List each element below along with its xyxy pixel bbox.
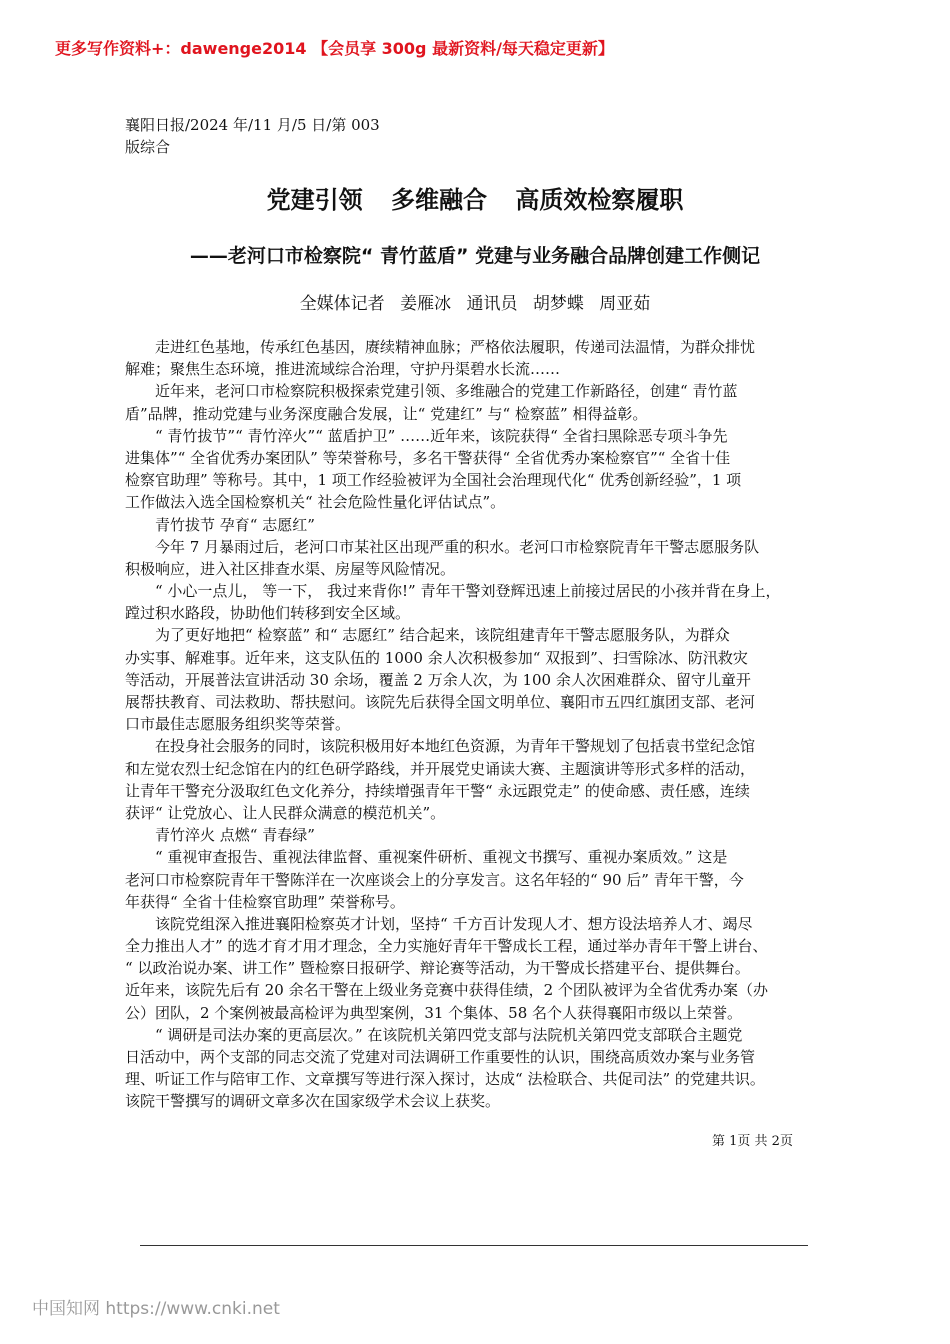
- text-line: 近年来，老河口市检察院积极探索党建引领、多维融合的党建工作新路径，创建“ 青竹蓝: [125, 382, 738, 401]
- text-line: 进集体”“ 全省优秀办案团队” 等荣誉称号，多名干警获得“ 全省优秀办案检察官”“ 全省十佳: [125, 448, 731, 467]
- cnki-watermark: 中国知网 https://www.cnki.net: [32, 1299, 280, 1319]
- text-line: 公）团队，2 个案例被最高检评为典型案例，31 个集体、58 名个人获得襄阳市级以上荣誉。: [125, 1003, 743, 1022]
- text-line: 青竹淬火 点燃“ 青春绿”: [125, 826, 315, 845]
- text-line: 工作做法入选全国检察机关“ 社会危险性量化评估试点”。: [125, 493, 506, 512]
- text-line: 今年 7 月暴雨过后，老河口市某社区出现严重的积水。老河口市检察院青年干警志愿服务队: [125, 537, 760, 556]
- text-line: 获评“ 让党放心、让人民群众满意的模范机关”。: [125, 803, 446, 822]
- text-line: 积极响应，进入社区排查水渠、房屋等风险情况。: [125, 559, 456, 578]
- article-subtitle: ——老河口市检察院“ 青竹蓝盾” 党建与业务融合品牌创建工作侧记: [189, 245, 761, 267]
- text-line: “ 以政治说办案、讲工作” 暨检察日报研学、辩论赛等活动，为干警成长搭建平台、提供舞台。: [125, 959, 750, 978]
- text-line: 检察官助理” 等称号。其中，1 项工作经验被评为全国社会治理现代化“ 优秀创新经验”，1 项: [125, 471, 742, 490]
- text-line: “ 重视审查报告、重视法律监督、重视案件研析、重视文书撰写、重视办案质效。” 这是: [125, 848, 728, 867]
- text-line: “ 青竹拔节”“ 青竹淬火”“ 蓝盾护卫” ……近年来，该院获得“ 全省扫黑除恶专项斗争先: [125, 426, 728, 445]
- text-line: 蹚过积水路段，协助他们转移到安全区域。: [125, 604, 411, 623]
- text-line: 走进红色基地，传承红色基因，赓续精神血脉；严格依法履职，传递司法温情，为群众排忧: [125, 338, 756, 356]
- text-line: 展帮扶教育、司法救助、帮扶慰问。该院先后获得全国文明单位、襄阳市五四红旗团支部、老河: [125, 693, 756, 711]
- text-line: 全力推出人才” 的选才育才用才理念，全力实施好青年干警成长工程，通过举办青年干警上讲台、: [125, 937, 768, 956]
- text-line: 和左觉农烈士纪念馆在内的红色研学路线，并开展党史诵读大赛、主题演讲等形式多样的活动，: [125, 759, 756, 778]
- text-line: 口市最佳志愿服务组织奖等荣誉。: [125, 715, 351, 734]
- text-line: 让青年干警充分汲取红色文化养分，持续增强青年干警“ 永远跟党走” 的使命感、责任感，连续: [125, 781, 750, 800]
- text-line: 理、听证工作与陪审工作、文章撰写等进行深入探讨，达成“ 法检联合、共促司法” 的党建共识。: [125, 1070, 765, 1089]
- text-line: 该院党组深入推进襄阳检察英才计划，坚持“ 千方百计发现人才、想方设法培养人才、竭尽: [125, 914, 753, 933]
- text-line: “ 小心一点儿， 等一下， 我过来背你!” 青年干警刘登辉迅速上前接过居民的小孩并背在身上，: [125, 582, 781, 601]
- text-line: 等活动，开展普法宣讲活动 30 余场，覆盖 2 万余人次，为 100 余人次困难群众、留守儿童开: [125, 670, 751, 689]
- article-byline: 全媒体记者 姜雁冰 通讯员 胡梦蝶 周亚茹: [299, 294, 651, 314]
- text-line: 在投身社会服务的同时，该院积极用好本地红色资源，为青年干警规划了包括袁书堂纪念馆: [125, 737, 756, 756]
- text-line: 老河口市检察院青年干警陈洋在一次座谈会上的分享发言。这名年轻的“ 90 后” 青年干警，今: [125, 870, 744, 889]
- page-number: 第 1页 共 2页: [712, 1134, 793, 1149]
- text-line: 年获得“ 全省十佳检察官助理” 荣誉称号。: [125, 892, 405, 911]
- article-body: [125, 336, 837, 1113]
- text-line: 近年来，该院先后有 20 余名干警在上级业务竞赛中获得佳绩，2 个团队被评为全省优秀办案（办: [125, 981, 768, 1000]
- text-line: 日活动中，两个支部的同志交流了党建对司法调研工作重要性的认识，围绕高质效办案与业务管: [125, 1048, 756, 1066]
- text-line: 解难；聚焦生态环境，推进流域综合治理，守护丹渠碧水长流……: [125, 360, 561, 379]
- text-line: 为了更好地把“ 检察蓝” 和“ 志愿红” 结合起来，该院组建青年干警志愿服务队，为群众: [125, 626, 730, 645]
- text-line: 盾”品牌，推动党建与业务深度融合发展，让“ 党建红” 与“ 检察蓝” 相得益彰。: [125, 404, 648, 423]
- text-line: 该院干警撰写的调研文章多次在国家级学术会议上获奖。: [125, 1092, 501, 1111]
- text-line: “ 调研是司法办案的更高层次。” 在该院机关第四党支部与法院机关第四党支部联合主题党: [125, 1025, 743, 1044]
- footer-divider: [140, 1245, 808, 1246]
- text-line: 青竹拔节 孕育“ 志愿红”: [125, 515, 315, 534]
- promo-banner: 更多写作资料+：dawenge2014 【会员享 300g 最新资料/每天稳定更新】: [55, 39, 614, 58]
- article-title: 党建引领 多维融合 高质效检察履职: [266, 186, 684, 214]
- article-source: 襄阳日报/2024 年/11 月/5 日/第 003 版综合: [125, 116, 380, 156]
- text-line: 办实事、解难事。近年来，这支队伍的 1000 余人次积极参加“ 双报到”、扫雪除冰、防汛救灾: [125, 648, 748, 667]
